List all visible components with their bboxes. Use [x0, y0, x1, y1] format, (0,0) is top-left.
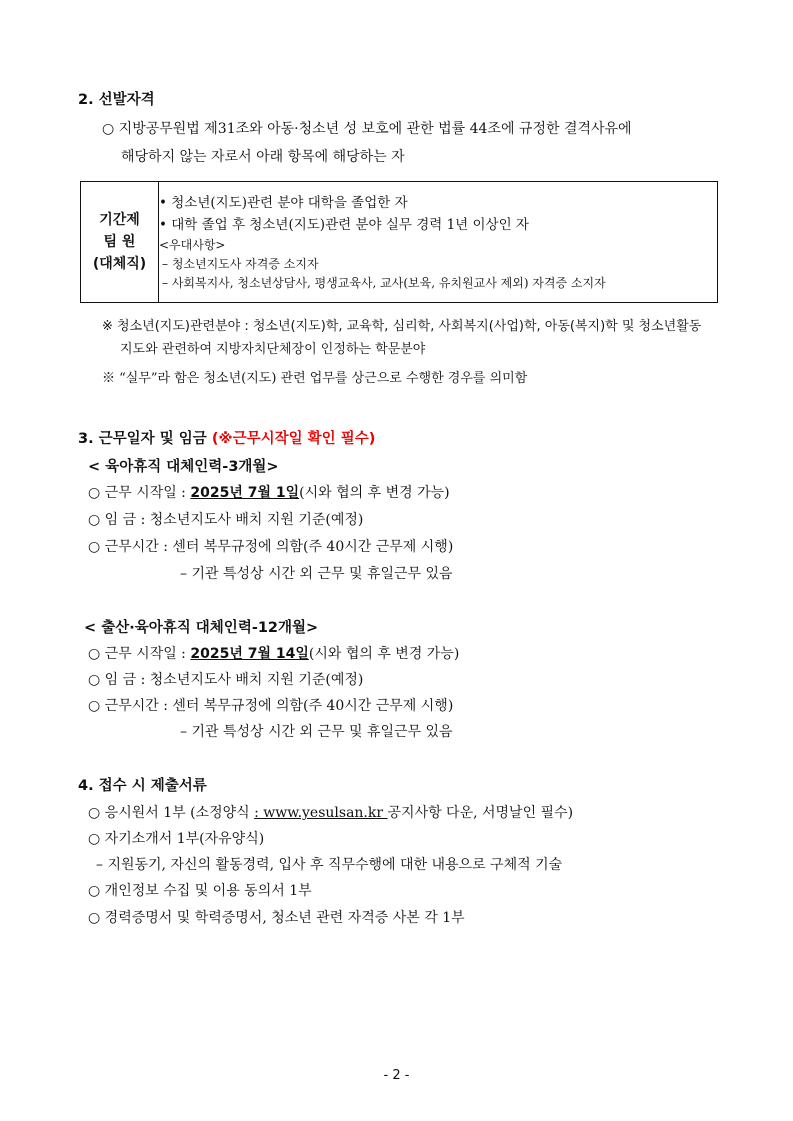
groupB-hours-note: – 기관 특성상 시간 외 근무 및 휴일근무 있음: [180, 724, 453, 740]
section2-line2: 해당하지 않는 자로서 아래 항목에 해당하는 자: [121, 149, 405, 165]
groupA-start-label: ○ 근무 시작일 :: [88, 485, 191, 501]
groupA-title: < 육아휴직 대체인력-3개월>: [88, 459, 279, 475]
position-label-line3: (대체직): [92, 256, 147, 272]
requirements-cell: [159, 182, 718, 303]
groupA-start-note: (시와 협의 후 변경 가능): [299, 485, 450, 501]
requirement-item: • 청소년(지도)관련 분야 대학을 졸업한 자: [159, 194, 408, 211]
section3-start-date-warning: (※근무시작일 확인 필수): [211, 431, 376, 447]
qualification-table: [80, 181, 718, 303]
groupA-start-date: 2025년 7월 1일: [190, 485, 300, 501]
groupA-start-date-line: [88, 483, 450, 503]
groupA-hours-note: – 기관 특성상 시간 외 근무 및 휴일근무 있음: [180, 566, 453, 582]
website-link[interactable]: : www.yesulsan.kr: [254, 805, 388, 821]
groupB-title: < 출산·육아휴직 대체인력-12개월>: [84, 620, 319, 636]
application-form-text: ○ 응시원서 1부 (소정양식: [88, 805, 255, 821]
section4-heading: 4. 접수 시 제출서류: [78, 778, 207, 794]
section3-heading: [78, 429, 375, 449]
page-number: - 2 -: [383, 1068, 410, 1083]
groupB-start-date: 2025년 7월 14일: [190, 646, 309, 662]
groupB-start-date-line: [88, 644, 459, 664]
preference-item: – 사회복지사, 청소년상담사, 평생교육사, 교사(보육, 유치원교사 제외) 자격증 소지자: [162, 275, 606, 290]
application-form-note: 공지사항 다운, 서명날인 필수): [387, 805, 574, 821]
submission-item-self-intro-detail: – 지원동기, 자신의 활동경력, 입사 후 직무수행에 대한 내용으로 구체적 기술: [96, 857, 563, 873]
preference-title: <우대사항>: [159, 237, 226, 252]
submission-item-certificates: ○ 경력증명서 및 학력증명서, 청소년 관련 자격증 사본 각 1부: [88, 910, 465, 926]
groupB-start-note: (시와 협의 후 변경 가능): [308, 646, 460, 662]
position-label-line2: 팀 원: [103, 234, 136, 250]
groupA-wage: ○ 임 금 : 청소년지도사 배치 지원 기준(예정): [88, 512, 364, 528]
groupB-hours: ○ 근무시간 : 센터 복무규정에 의함(주 40시간 근무제 시행): [88, 698, 454, 714]
note-practice-definition: ※ “실무”라 함은 청소년(지도) 관련 업무를 상근으로 수행한 경우를 의미함: [102, 371, 528, 386]
note-field-definition-line2: 지도와 관련하여 지방자치단체장이 인정하는 학문분야: [120, 342, 426, 357]
section2-heading: 2. 선발자격: [78, 92, 155, 108]
preference-item: – 청소년지도사 자격증 소지자: [162, 256, 319, 271]
section2-line1: ○ 지방공무원법 제31조와 아동·청소년 성 보호에 관한 법률 44조에 규정한 결격사유에: [102, 121, 632, 137]
groupB-wage: ○ 임 금 : 청소년지도사 배치 지원 기준(예정): [88, 672, 364, 688]
position-label-cell: [81, 182, 159, 303]
requirement-item: • 대학 졸업 후 청소년(지도)관련 분야 실무 경력 1년 이상인 자: [159, 216, 529, 233]
position-label-line1: 기간제: [99, 212, 140, 228]
submission-item-self-intro: ○ 자기소개서 1부(자유양식): [88, 831, 265, 847]
groupB-start-label: ○ 근무 시작일 :: [88, 646, 191, 662]
submission-item-application: [88, 803, 573, 823]
note-field-definition-line1: ※ 청소년(지도)관련분야 : 청소년(지도)학, 교육학, 심리학, 사회복지(사업)학, 아동(복지)학 및 청소년활동: [102, 319, 702, 334]
section3-heading-text: 3. 근무일자 및 임금: [78, 431, 207, 447]
groupA-hours: ○ 근무시간 : 센터 복무규정에 의함(주 40시간 근무제 시행): [88, 539, 454, 555]
submission-item-privacy-consent: ○ 개인정보 수집 및 이용 동의서 1부: [88, 883, 312, 899]
